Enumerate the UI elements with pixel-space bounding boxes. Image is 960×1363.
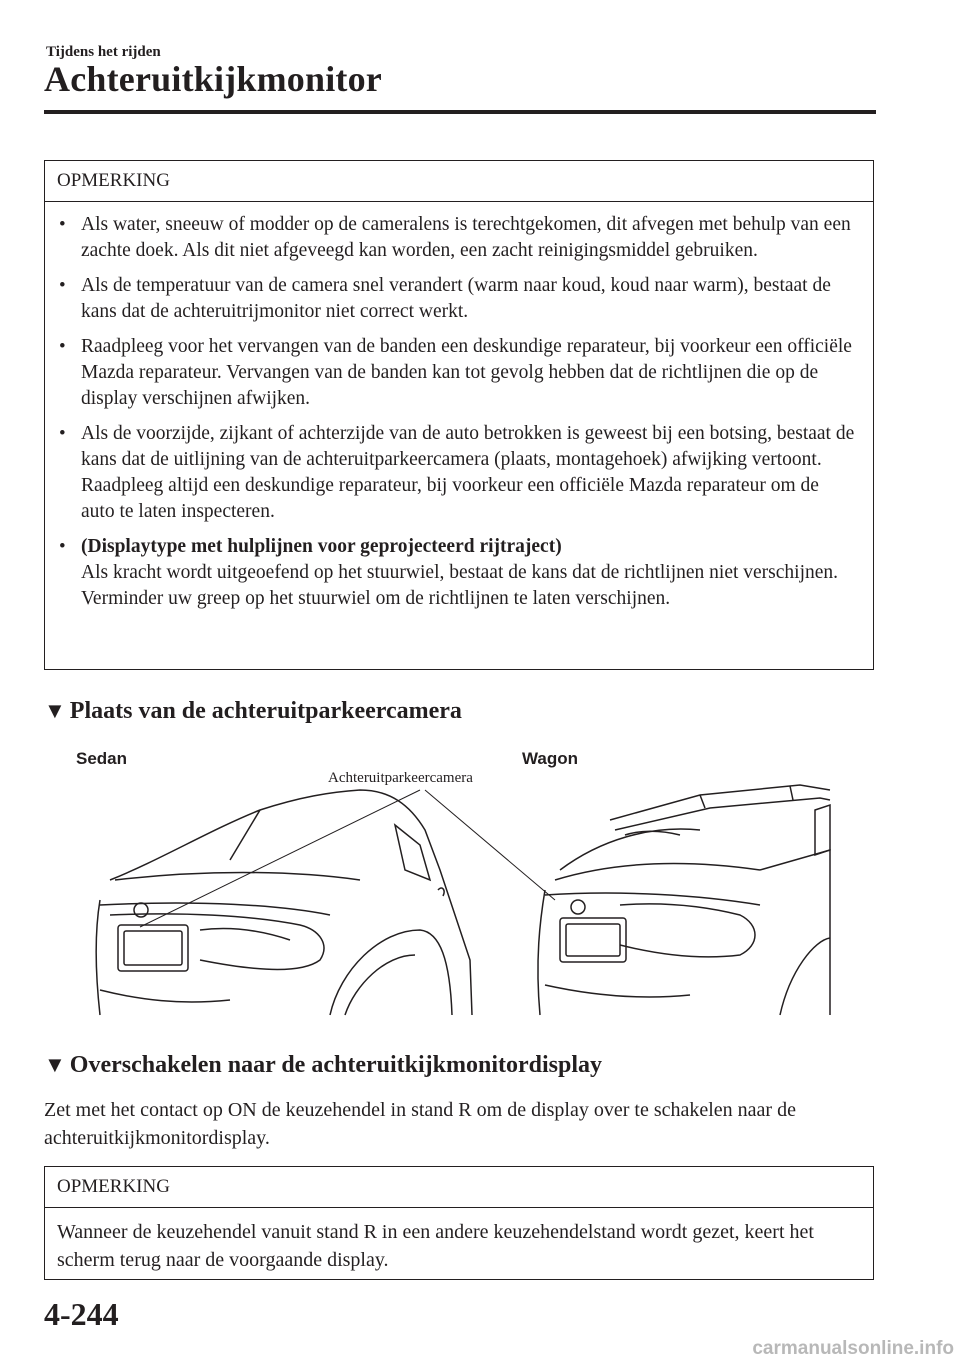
page-number: 4-244 xyxy=(44,1296,119,1332)
note-item-text: Als water, sneeuw of modder op de cameralens is terechtgekomen, dit afvegen met behulp van een zachte doek. Als dit niet afgeveegd kan worden, een zacht reinigingsmiddel gebruiken. xyxy=(81,214,851,261)
triangle-marker-icon: ▼ xyxy=(44,1052,66,1077)
note-item-text: Als kracht wordt uitgeoefend op het stuurwiel, bestaat de kans dat de richtlijnen niet verschijnen. Verminder uw greep op het stuurwiel om de richtlijnen te laten verschijnen. xyxy=(81,562,839,609)
note-heading: OPMERKING xyxy=(45,1167,873,1208)
figure-label-sedan: Sedan xyxy=(76,749,128,768)
note-item-text: Als de temperatuur van de camera snel verandert (warm naar koud, koud naar warm), bestaat de kans dat de achteruitrijmonitor niet correct werkt. xyxy=(81,275,831,322)
sedan-drawing xyxy=(96,790,472,1015)
watermark-logo: carmanualsonline.info xyxy=(752,1338,954,1359)
section-header: Tijdens het rijden xyxy=(46,44,161,60)
bullet-icon: • xyxy=(59,336,66,357)
note-heading: OPMERKING xyxy=(45,161,873,202)
note-item-bold: (Displaytype met hulplijnen voor geprojecteerd rijtraject) xyxy=(81,536,562,557)
bullet-icon: • xyxy=(59,536,66,557)
body-paragraph: Zet met het contact op ON de keuzehendel in stand R om de display over te schakelen naar de achteruitkijkmonitordisplay. xyxy=(44,1099,796,1149)
triangle-marker-icon: ▼ xyxy=(44,698,66,723)
bullet-icon: • xyxy=(59,275,66,296)
note-item-text: Raadpleeg voor het vervangen van de banden een deskundige reparateur, bij voorkeur een officiële Mazda reparateur. Vervangen van de banden kan tot gevolg hebben dat de richtlijnen die op de display verschijnen afwijken. xyxy=(81,336,852,409)
bullet-icon: • xyxy=(59,423,66,444)
note-box xyxy=(44,1166,874,1280)
section-heading-switch-display xyxy=(44,1052,602,1079)
section-heading-text: Plaats van de achteruitparkeercamera xyxy=(69,698,462,724)
note-body: Wanneer de keuzehendel vanuit stand R in een andere keuzehendelstand wordt gezet, keert het scherm terug naar de voorgaande display. xyxy=(57,1221,814,1271)
section-heading-text: Overschakelen naar de achteruitkijkmonitordisplay xyxy=(69,1052,603,1078)
figure-label-camera: Achteruitparkeercamera xyxy=(328,770,473,786)
page-title: Achteruitkijkmonitor xyxy=(44,59,382,99)
wagon-drawing xyxy=(538,785,830,1015)
bullet-icon: • xyxy=(59,214,66,235)
figure-label-wagon: Wagon xyxy=(522,749,579,768)
note-item-text: Als de voorzijde, zijkant of achterzijde van de auto betrokken is geweest bij een botsing, bestaat de kans dat de uitlijning van de achteruitparkeercamera (plaats, montagehoek) afwijking vertoont. Raadpleeg altijd een deskundige reparateur, bij voorkeur een officiële Mazda reparateur om de auto te laten inspecteren. xyxy=(81,423,855,522)
callout-line-sedan xyxy=(140,790,420,927)
